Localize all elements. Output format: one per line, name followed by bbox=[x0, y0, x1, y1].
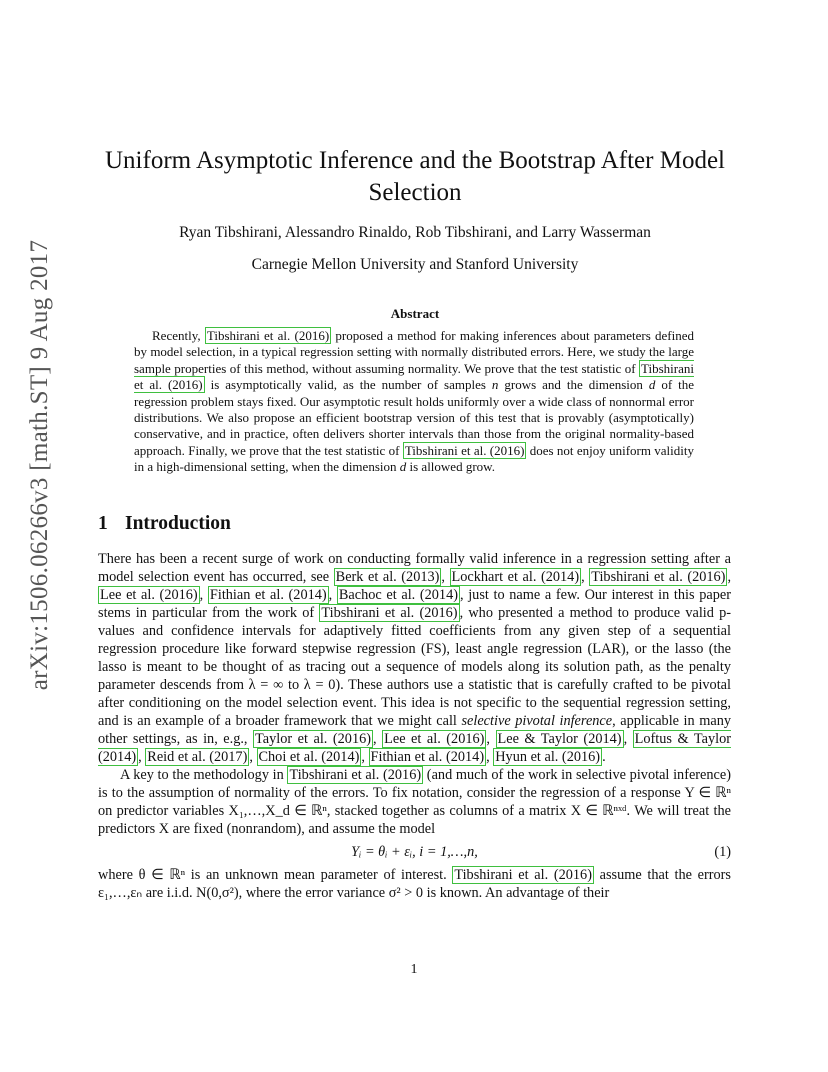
citation-link[interactable]: Tibshirani et al. (2016) bbox=[289, 767, 422, 783]
citation-link[interactable]: Choi et al. (2014) bbox=[258, 749, 360, 765]
citation-link[interactable]: Berk et al. (2013) bbox=[335, 569, 440, 585]
paper-title: Uniform Asymptotic Inference and the Bootstrap After Model Selection bbox=[105, 147, 725, 206]
citation-link[interactable]: Reid et al. (2017) bbox=[147, 749, 248, 765]
paragraph: There has been a recent surge of work on conducting formally valid inference in a regression setting after a model selection event has occurred, see Berk et al. (2013) , Lockhart et al. (2014) , Tibshirani et al. (2016) , Lee et al. (2016) , Fithian et al. (2014) , Bachoc et al. (2014) , just to name a few. Our interest in this paper stems in particular from the work of Tibshirani et al. (2016) , who presented a method to produce valid p-values and confidence intervals for adaptively fitted coefficients from any given step of a sequential regression procedure like forward stepwise regression (FS), least angle regression (LAR), or the lasso (the lasso is meant to be thought of as tracing out a sequence of models along its solution path, as the penalty parameter descends from λ = ∞ to λ = 0). These authors use a statistic that is carefully crafted to be pivotal after conditioning on the model selection event. This idea is not specific to the sequential regression setting, and is an example of a broader framework that we might call selective pivotal inference, applicable in many other settings, as in, e.g., Taylor et al. (2016) , Lee et al. (2016) , Lee & Taylor (2014) , Loftus & Taylor (2014) , Reid et al. (2017) , Choi et al. (2014) , Fithian et al. (2014) , Hyun et al. (2016) . bbox=[98, 551, 732, 765]
citation-link[interactable]: Tibshirani et al. (2016) bbox=[134, 360, 694, 393]
paper-authors: Ryan Tibshirani, Alessandro Rinaldo, Rob Tibshirani, and Larry Wasserman bbox=[179, 224, 651, 241]
math-symbol: n bbox=[491, 377, 499, 393]
abstract bbox=[134, 328, 694, 476]
abstract-heading: Abstract bbox=[390, 306, 440, 321]
citation-link[interactable]: Lockhart et al. (2014) bbox=[451, 569, 580, 585]
body-text bbox=[98, 550, 731, 902]
citation-link[interactable]: Lee et al. (2016) bbox=[384, 731, 485, 747]
math-symbol: d bbox=[399, 459, 407, 475]
abstract-text: Recently, Tibshirani et al. (2016) proposed a method for making inferences about parameters defined by model selection, in a typical regression setting with normally distributed errors. Here, we study the large sample properties of this method, without assuming normality. We prove that the test statistic of Tibshirani et al. (2016) is asymptotically valid, as the number of samples n grows and the dimension d of the regression problem stays fixed. Our asymptotic result holds uniformly over a wide class of nonnormal error distributions. We also propose an efficient bootstrap version of this test that is provably (asymptotically) conservative, and in practice, often delivers shorter intervals than those from the original normality-based approach. Finally, we prove that the test statistic of Tibshirani et al. (2016) does not enjoy uniform validity in a high-dimensional setting, when the dimension d is allowed grow. bbox=[134, 328, 695, 475]
citation-link[interactable]: Tibshirani et al. (2016) bbox=[206, 328, 330, 343]
equation-number: (1) bbox=[714, 844, 731, 860]
citation-link[interactable]: Loftus & Taylor (2014) bbox=[98, 731, 731, 765]
section-title: Introduction bbox=[125, 513, 231, 534]
citation-link[interactable]: Taylor et al. (2016) bbox=[255, 731, 372, 747]
page-number: 1 bbox=[410, 962, 418, 977]
section-number: 1 bbox=[98, 513, 108, 534]
equation-1 bbox=[98, 838, 731, 866]
citation-link[interactable]: Hyun et al. (2016) bbox=[495, 749, 601, 765]
citation-link[interactable]: Lee et al. (2016) bbox=[100, 587, 198, 603]
citation-link[interactable]: Fithian et al. (2014) bbox=[209, 587, 327, 603]
citation-link[interactable]: Bachoc et al. (2014) bbox=[338, 587, 458, 603]
citation-link[interactable]: Tibshirani et al. (2016) bbox=[454, 867, 592, 883]
paragraph: where θ ∈ ℝⁿ is an unknown mean parameter of interest. Tibshirani et al. (2016) assume that the errors ε₁,…,εₙ are i.i.d. N(0,σ²), where the error variance σ² > 0 is known. An advantage of their bbox=[98, 867, 731, 901]
citation-link[interactable]: Lee & Taylor (2014) bbox=[497, 731, 622, 747]
equation-text: Yᵢ = θᵢ + εᵢ, i = 1,…,n, bbox=[351, 844, 478, 860]
paragraph: A key to the methodology in Tibshirani et al. (2016) (and much of the work in selective pivotal inference) is to the assumption of normality of the errors. To fix notation, consider the regression of a response Y ∈ ℝⁿ on predictor variables X₁,…,X_d ∈ ℝⁿ, stacked together as columns of a matrix X ∈ ℝⁿˣᵈ. We will treat the predictors X are fixed (nonrandom), and assume the model bbox=[98, 767, 732, 837]
citation-link[interactable]: Fithian et al. (2014) bbox=[370, 749, 485, 765]
math-symbol: d bbox=[648, 377, 656, 393]
citation-link[interactable]: Tibshirani et al. (2016) bbox=[321, 605, 458, 621]
math-symbol: selective pivotal inference bbox=[461, 713, 613, 729]
paper-affiliation: Carnegie Mellon University and Stanford University bbox=[251, 256, 579, 273]
section-heading bbox=[98, 513, 231, 535]
citation-link[interactable]: Tibshirani et al. (2016) bbox=[404, 442, 525, 458]
arxiv-identifier: arXiv:1506.06266v3 [math.ST] 9 Aug 2017 bbox=[26, 239, 53, 691]
arxiv-sidebar bbox=[20, 239, 60, 691]
citation-link[interactable]: Tibshirani et al. (2016) bbox=[591, 569, 726, 585]
